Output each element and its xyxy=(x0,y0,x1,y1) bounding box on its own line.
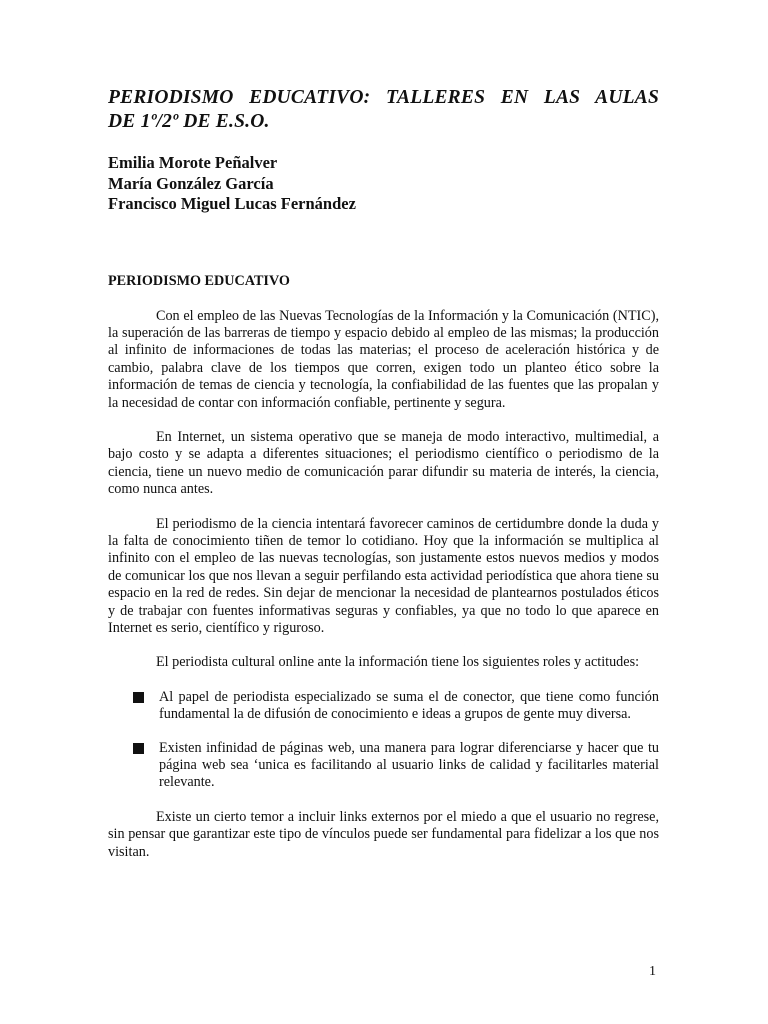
title-line-1: PERIODISMO EDUCATIVO: TALLERES EN LAS AULAS xyxy=(108,87,659,108)
bullet-text: Al papel de periodista especializado se suma el de conector, que tiene como función fundamental la de difusión de conocimiento e ideas a grupos de gente muy diversa. xyxy=(159,688,659,723)
author-name: Francisco Miguel Lucas Fernández xyxy=(108,194,356,213)
closing-paragraph: Existe un cierto temor a incluir links externos por el miedo a que el usuario no regrese, sin pensar que garantizar este tipo de vínculos puede ser fundamental para fidelizar a los que nos visitan. xyxy=(108,808,659,860)
body-paragraph: Con el empleo de las Nuevas Tecnologías de la Información y la Comunicación (NTIC), la superación de las barreras de tiempo y espacio debido al empleo de las mismas; la producción al infinito de informaciones de todas las materias; el proceso de aceleración histórica y de cambio, palabra clave de los tiempos que corren, exigen todo un planteo ético sobre la información de temas de ciencia y tecnología, la confiabilidad de las fuentes que las propalan y la necesidad de contar con información confiable, pertinente y segura. xyxy=(108,307,659,411)
square-bullet-icon xyxy=(133,743,144,754)
square-bullet-icon xyxy=(133,692,144,703)
author-name: Emilia Morote Peñalver xyxy=(108,153,278,172)
body-paragraph: El periodismo de la ciencia intentará favorecer caminos de certidumbre donde la duda y la falta de conocimiento tiñen de temor lo cotidiano. Hoy que la información se multiplica al infinito con el empleo de las nuevas tecnologías, son justamente estos nuevos medios y modos de comunicar los que nos llevan a seguir perfilando esta actividad periodística que ahora tiene su espacio en la red de redes. Sin dejar de mencionar la necesidad de plantearnos postulados éticos y de trabajar con fuentes informativas seguras y confiables, ya que no todo lo que aparece en Internet es serio, científico y riguroso. xyxy=(108,515,659,636)
author-list xyxy=(108,153,659,215)
page-number: 1 xyxy=(649,964,656,979)
title-line-2: DE 1º/2º DE E.S.O. xyxy=(108,111,270,132)
body-paragraph: En Internet, un sistema operativo que se maneja de modo interactivo, multimedial, a bajo costo y se adapta a diferentes situaciones; el periodismo científico o periodismo de la ciencia, tiene un nuevo medio de comunicación parar difundir su materia de interés, la ciencia, como nunca antes. xyxy=(108,428,659,498)
bullet-item xyxy=(108,689,659,724)
body-paragraph: El periodista cultural online ante la información tiene los siguientes roles y actitudes: xyxy=(156,654,640,671)
bullet-list xyxy=(108,689,659,792)
section-heading: PERIODISMO EDUCATIVO xyxy=(108,272,290,289)
author-name: María González García xyxy=(108,173,274,193)
bullet-text: Existen infinidad de páginas web, una manera para lograr diferenciarse y hacer que tu página web sea ‘unica es facilitando al usuario links de calidad y facilitarles material relevante. xyxy=(159,739,659,791)
bullet-item xyxy=(108,740,659,792)
document-page xyxy=(108,86,659,875)
document-title xyxy=(108,86,659,134)
